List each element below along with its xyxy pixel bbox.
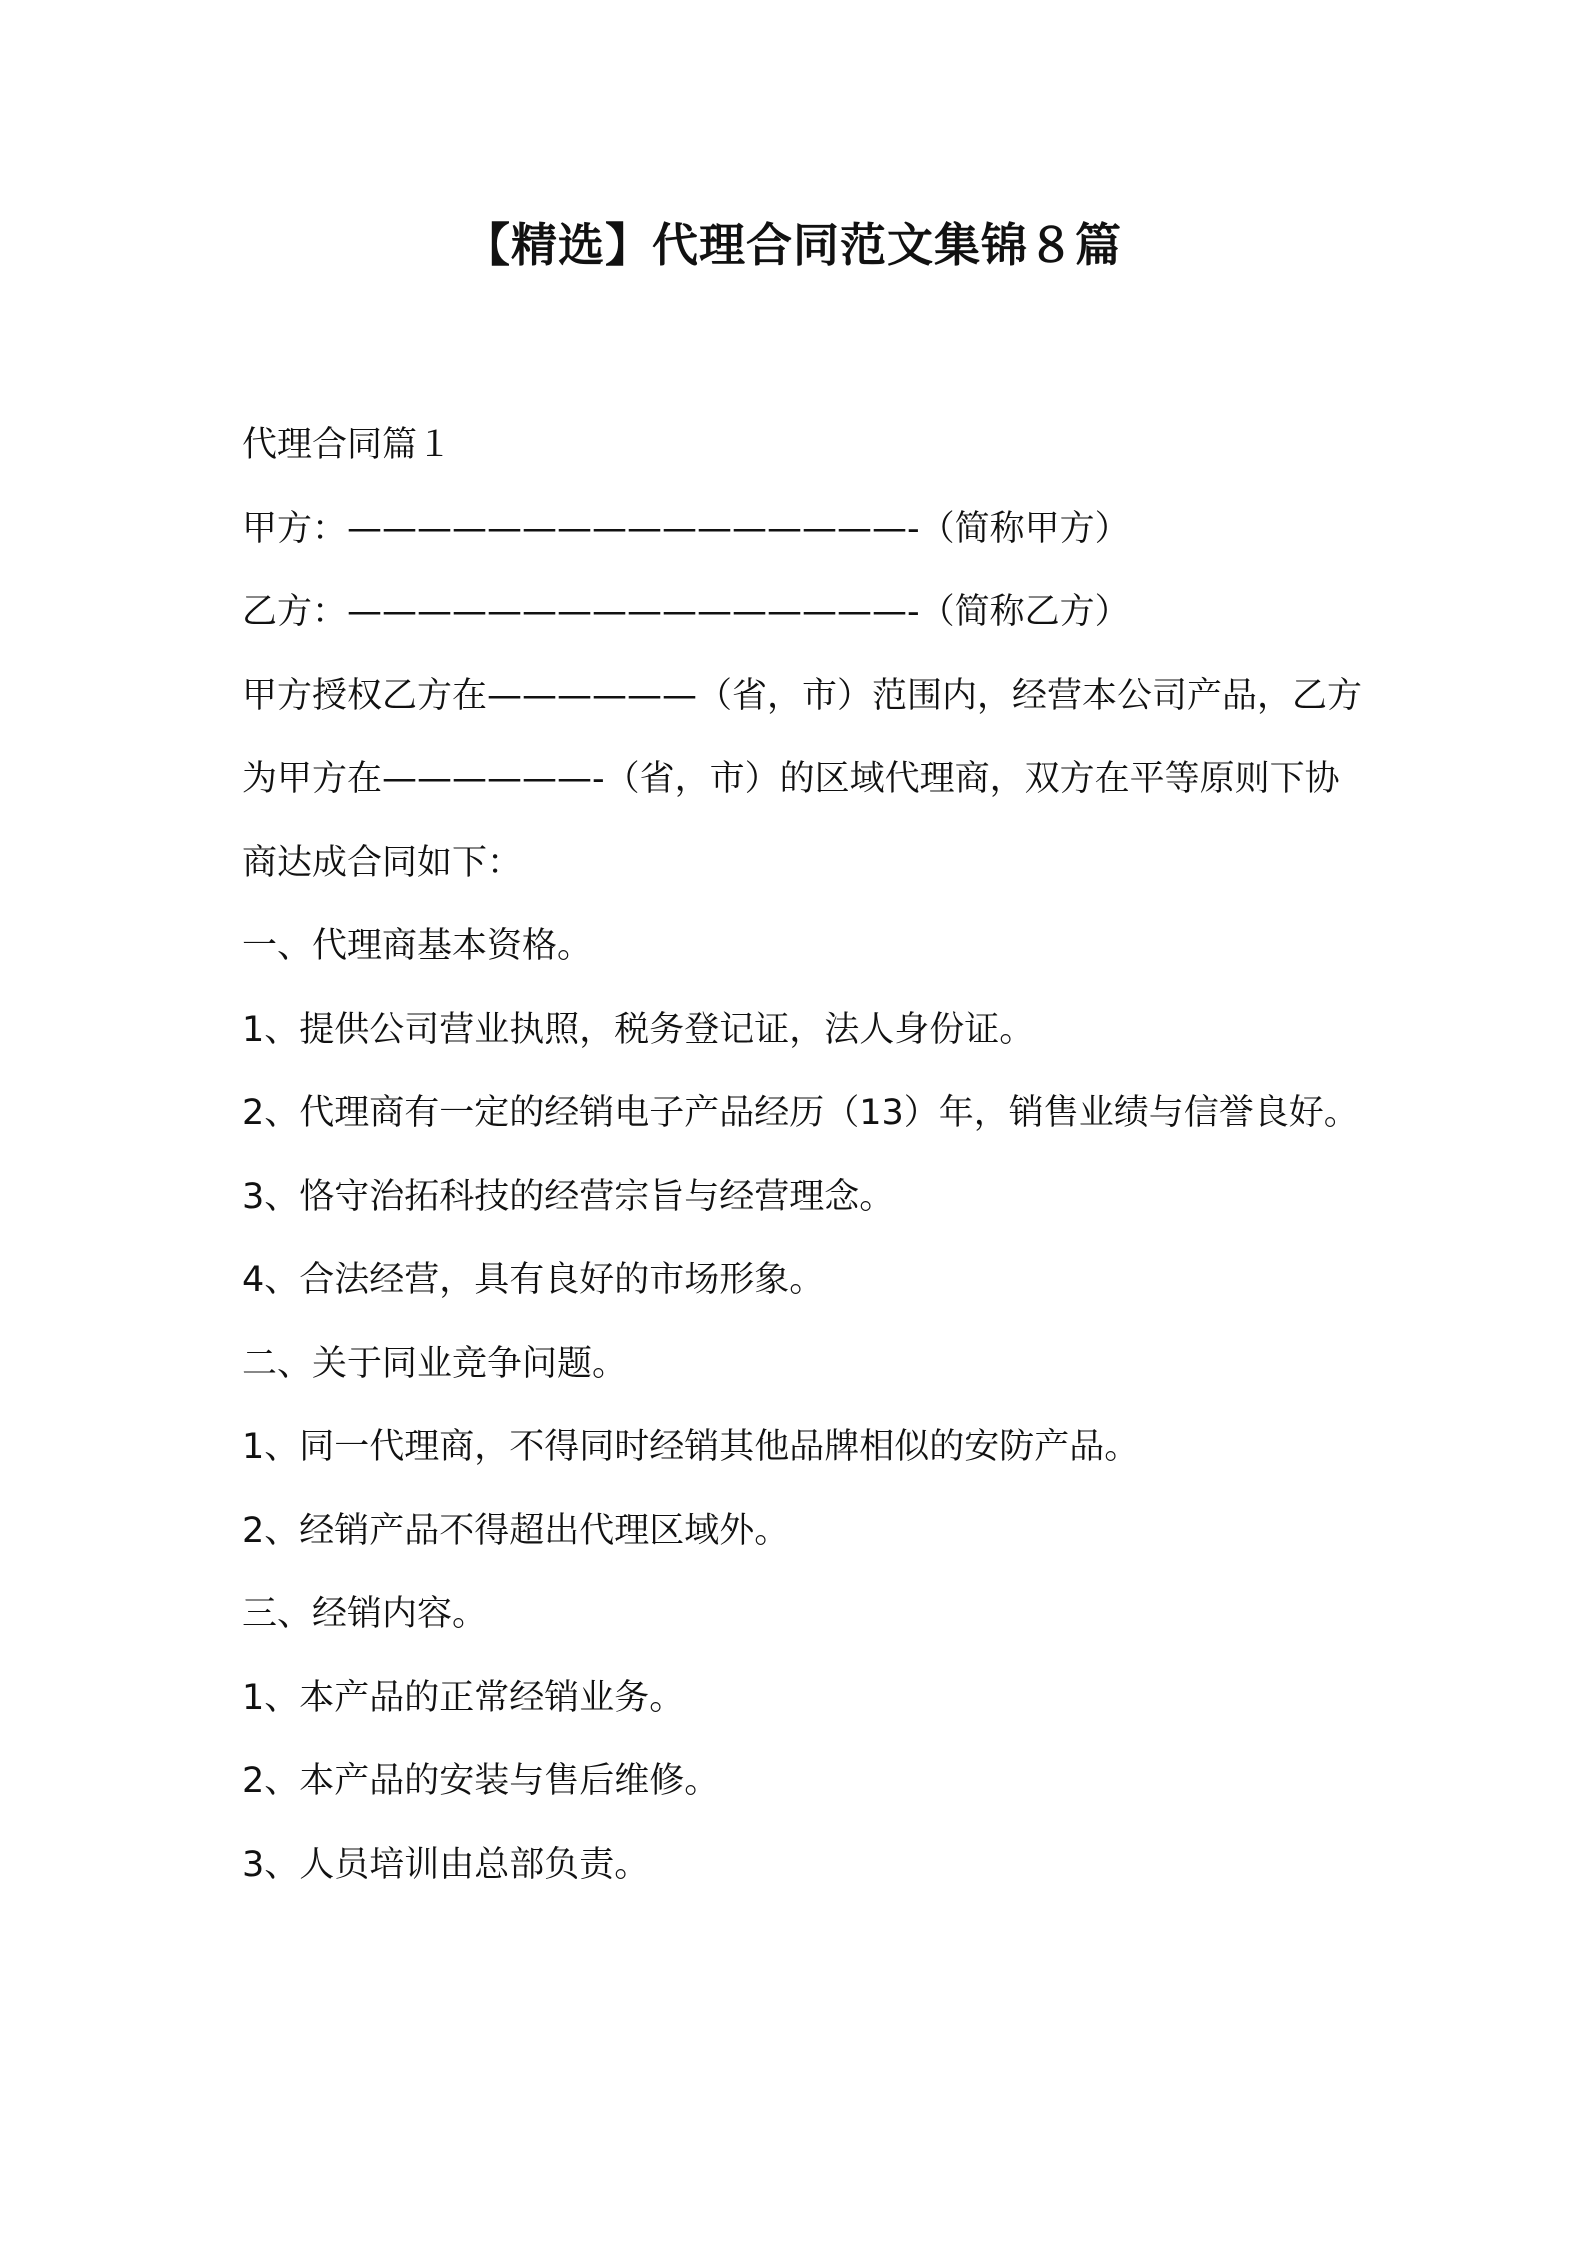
clause-item: 2、经销产品不得超出代理区域外。: [242, 1510, 790, 1551]
party-b-line: 乙方：————————————————-（简称乙方）: [242, 592, 1130, 632]
clause-item: 1、提供公司营业执照，税务登记证，法人身份证。: [242, 1009, 1035, 1050]
clause-item: 1、同一代理商，不得同时经销其他品牌相似的安防产品。: [242, 1427, 1140, 1467]
clause-heading: 一、代理商基本资格。: [242, 926, 593, 966]
intro-paragraph: 甲方授权乙方在——————（省，市）范围内，经营本公司产品，乙方为甲方在——————-（省，市）的区域代理商，双方在平等原则下协商达成合同如下：: [242, 675, 1363, 883]
clause-item: 2、代理商有一定的经销电子产品经历（13）年，销售业绩与信誉良好。: [242, 1093, 1359, 1133]
clause-heading: 三、经销内容。: [242, 1594, 488, 1634]
clause-item: 2、本产品的安装与售后维修。: [242, 1761, 720, 1801]
clause-item: 3、人员培训由总部负责。: [242, 1844, 650, 1885]
document-body: [242, 404, 1362, 1907]
clause-item: 4、合法经营，具有良好的市场形象。: [242, 1260, 825, 1300]
clause-heading: 二、关于同业竞争问题。: [242, 1343, 628, 1384]
clause-item: 3、恪守治拓科技的经营宗旨与经营理念。: [242, 1176, 895, 1217]
party-a-line: 甲方：————————————————-（简称甲方）: [242, 508, 1130, 549]
clause-item: 1、本产品的正常经销业务。: [242, 1677, 685, 1718]
document-title: 【精选】代理合同范文集锦８篇: [464, 218, 1122, 272]
section-heading: 代理合同篇１: [242, 425, 453, 465]
